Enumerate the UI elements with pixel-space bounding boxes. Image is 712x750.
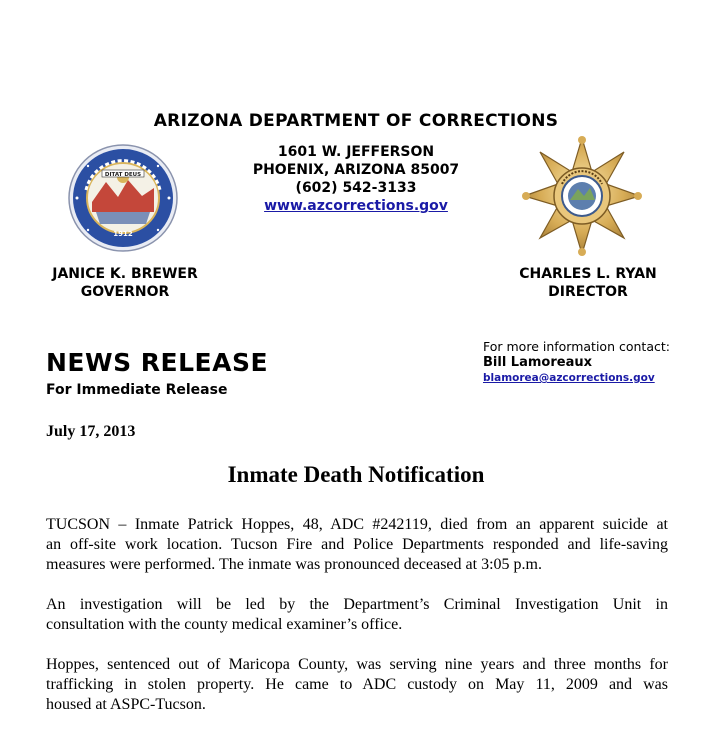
contact-email-link[interactable]: blamorea@azcorrections.gov [483, 372, 655, 384]
director-name: CHARLES L. RYAN [519, 266, 657, 282]
contact-lead: For more information contact: [483, 339, 670, 354]
paragraph-line: trafficking in stolen property. He came to ADC custody on May 11, 2009 and was [46, 676, 668, 693]
news-release-title: NEWS RELEASE [46, 348, 269, 377]
paragraph-line: An investigation will be led by the Department’s Criminal Investigation Unit in [46, 596, 668, 613]
agency-street: 1601 W. JEFFERSON [277, 144, 435, 160]
agency-phone: (602) 542-3133 [295, 180, 417, 196]
agency-website-link[interactable]: www.azcorrections.gov [264, 198, 448, 214]
director-title: DIRECTOR [548, 284, 628, 300]
contact-name: Bill Lamoreaux [483, 355, 592, 370]
paragraph-incident [46, 515, 668, 575]
paragraph-investigation [46, 595, 668, 635]
paragraph-line: measures were performed. The inmate was pronounced deceased at 3:05 p.m. [46, 556, 542, 573]
svg-text:DITAT DEUS: DITAT DEUS [104, 172, 142, 178]
release-note: For Immediate Release [46, 382, 228, 398]
paragraph-line: consultation with the county medical examiner’s office. [46, 616, 403, 633]
agency-city: PHOENIX, ARIZONA 85007 [252, 162, 460, 178]
paragraph-background [46, 655, 668, 715]
svg-text:1912: 1912 [113, 230, 133, 238]
governor-name: JANICE K. BREWER [52, 266, 198, 282]
headline: Inmate Death Notification [227, 462, 485, 487]
paragraph-line: Hoppes, sentenced out of Maricopa County, was serving nine years and three months for [46, 656, 668, 673]
state-seal-icon [66, 142, 180, 254]
agency-name: ARIZONA DEPARTMENT OF CORRECTIONS [153, 111, 559, 131]
paragraph-line: TUCSON – Inmate Patrick Hoppes, 48, ADC #242119, died from an apparent suicide at [46, 516, 668, 533]
paragraph-line: housed at ASPC-Tucson. [46, 696, 206, 713]
governor-title: GOVERNOR [80, 284, 170, 300]
paragraph-line: an off-site work location. Tucson Fire and Police Departments responded and life-saving [46, 536, 668, 553]
corrections-badge-icon [520, 134, 644, 258]
release-date: July 17, 2013 [46, 423, 136, 440]
